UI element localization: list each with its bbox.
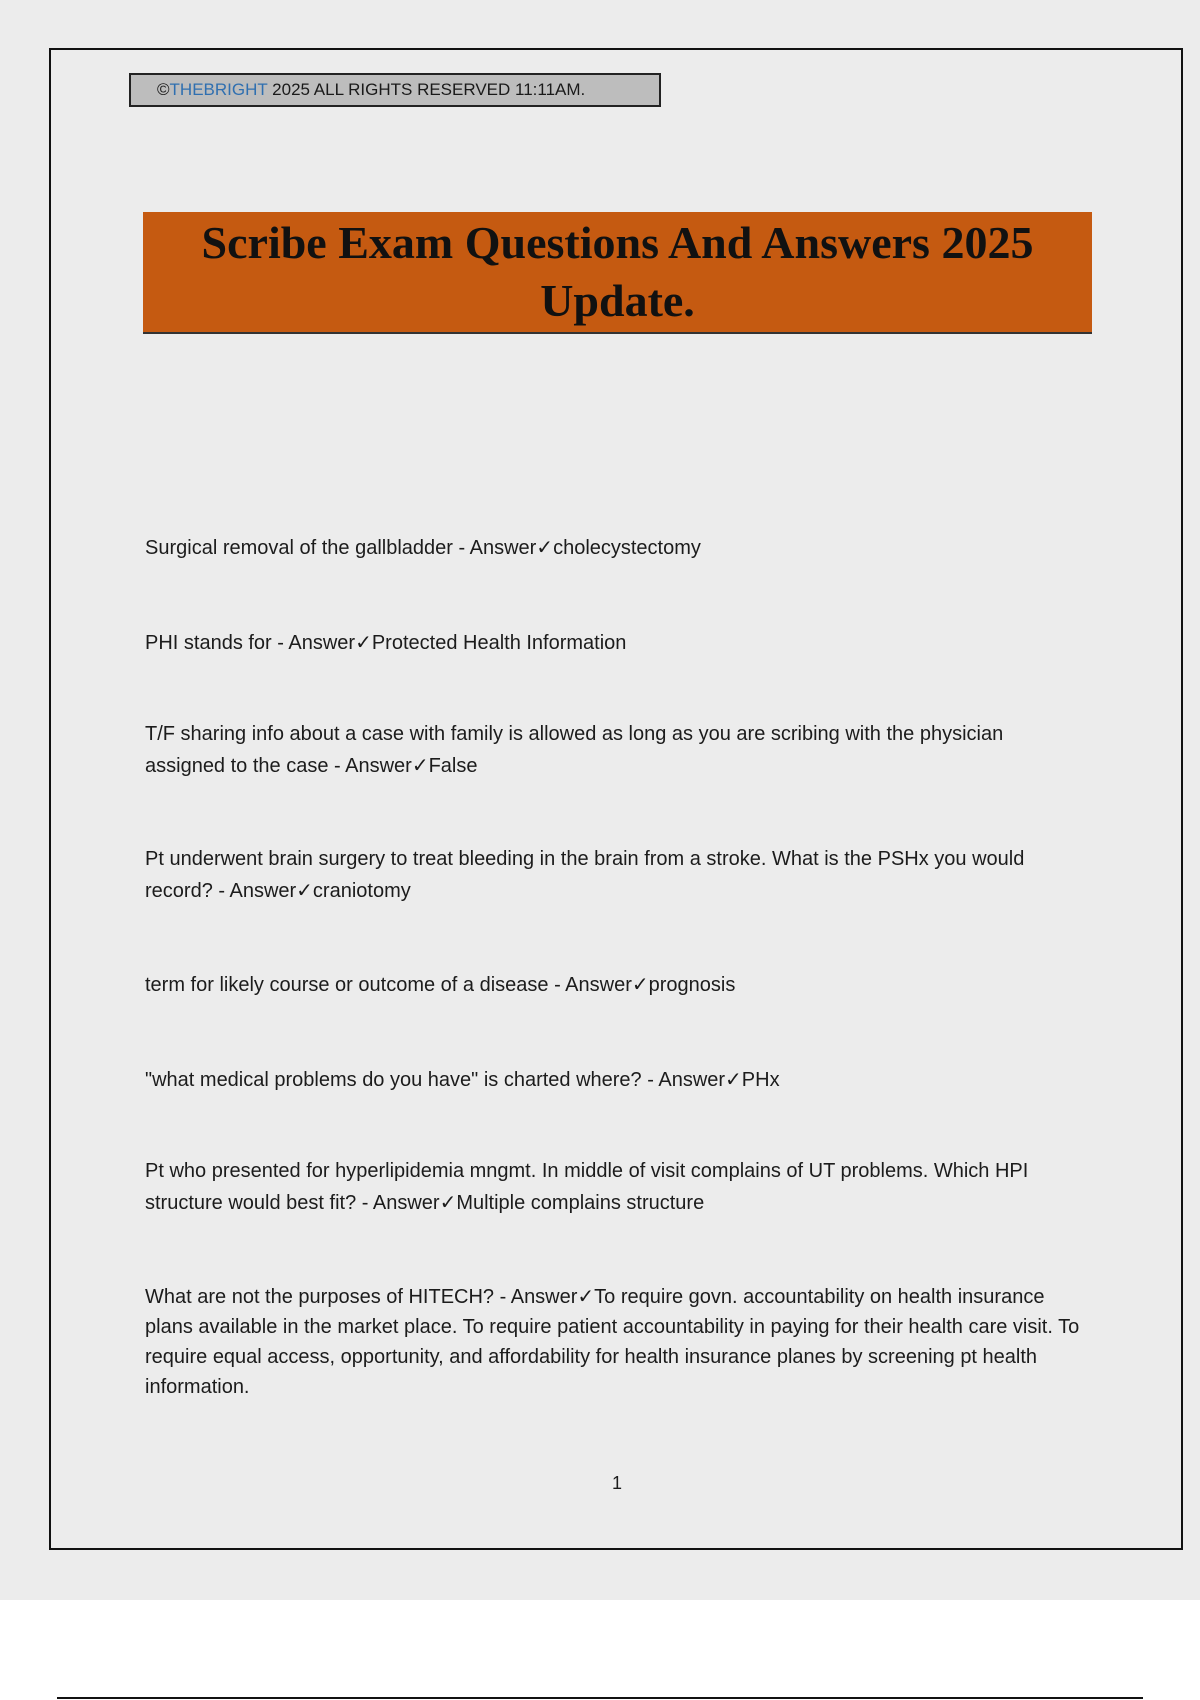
qa-item: term for likely course or outcome of a disease - Answer✓prognosis [145, 974, 736, 996]
copyright-notice [129, 73, 661, 107]
qa-item: Pt underwent brain surgery to treat bleeding in the brain from a stroke. What is the PSHx you would record? - Answer✓craniotomy [145, 848, 1025, 902]
qa-item: T/F sharing info about a case with family is allowed as long as you are scribing with the physician assigned to the case - Answer✓False [145, 723, 1004, 777]
copyright-brand: THEBRIGHT [169, 80, 268, 99]
copyright-symbol: © [157, 80, 170, 99]
qa-item: Surgical removal of the gallbladder - Answer✓cholecystectomy [145, 537, 701, 559]
qa-item: PHI stands for - Answer✓Protected Health Information [145, 632, 627, 654]
title-banner [143, 212, 1092, 334]
copyright-text: 2025 ALL RIGHTS RESERVED 11:11AM. [267, 80, 586, 99]
qa-item: Pt who presented for hyperlipidemia mngmt. In middle of visit complains of UT problems. Which HPI structure would best fit? - Answer✓Multiple complains structure [145, 1160, 1029, 1214]
qa-item: "what medical problems do you have" is charted where? - Answer✓PHx [145, 1069, 780, 1091]
document-title: Scribe Exam Questions And Answers 2025 Update. [201, 217, 1034, 326]
bottom-divider [57, 1697, 1143, 1699]
qa-item: What are not the purposes of HITECH? - Answer✓To require govn. accountability on health insurance plans available in the market place. To require patient accountability in paying for their health care visit. To require equal access, opportunity, and affordability for health insurance planes by screening pt health information. [145, 1286, 1080, 1398]
page-number: 1 [611, 1473, 622, 1493]
